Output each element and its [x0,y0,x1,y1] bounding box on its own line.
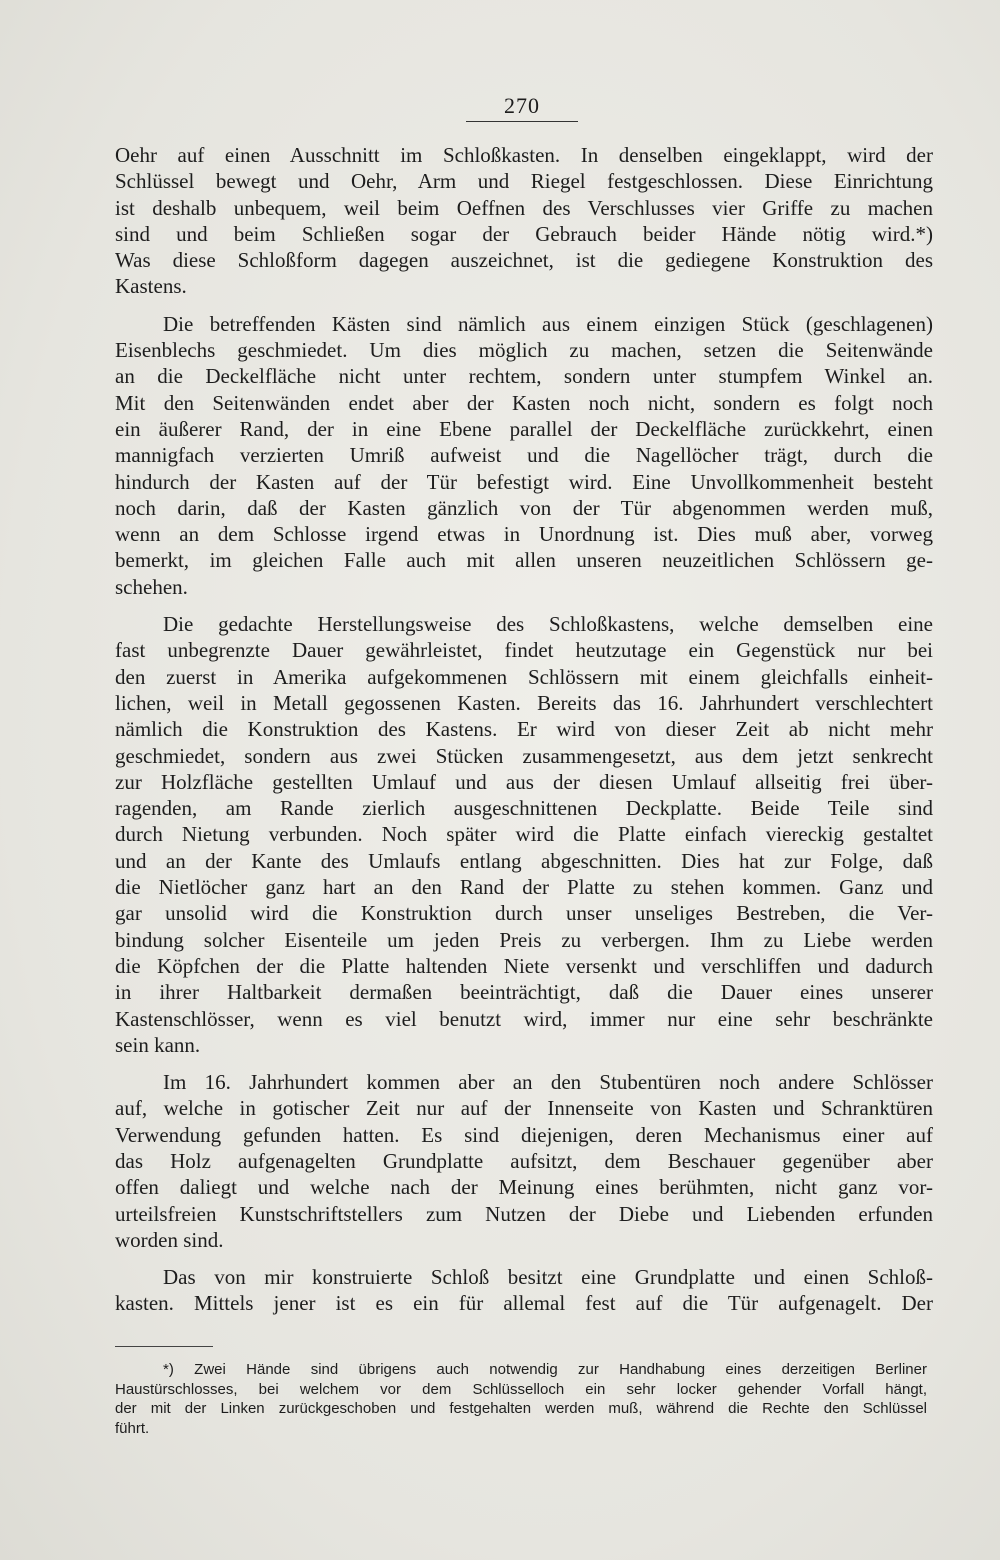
text-line: Kastens. [115,274,187,299]
text-line: sind und beim Schließen sogar der Gebrauch beider Hände nötig wird.*) [115,221,933,246]
text-line: Die betreffenden Kästen sind nämlich aus einem einzigen Stück (geschlagenen) [163,311,933,336]
text-line: Verwendung gefunden hatten. Es sind diejenigen, deren Mechanismus einer auf [115,1122,933,1147]
footnote-line: Haustürschlosses, bei welchem vor dem Schlüsselloch ein sehr locker gehender Vorfall hängt, [115,1380,927,1398]
paragraph [115,1069,933,1253]
paragraph [115,142,933,300]
page-number: 270 [466,93,578,122]
text-line: wenn an dem Schlosse irgend etwas in Unordnung ist. Dies muß aber, vorweg [115,522,933,547]
footnote [115,1360,927,1438]
text-line: in ihrer Haltbarkeit dermaßen beeinträchtigt, daß die Dauer eines unserer [115,980,933,1005]
text-line: das Holz aufgenagelten Grundplatte aufsitzt, dem Beschauer gegenüber aber [115,1148,933,1173]
text-line: Mit den Seitenwänden endet aber der Kasten noch nicht, sondern es folgt noch [115,390,933,415]
text-line: bemerkt, im gleichen Falle auch mit allen unseren neuzeitlichen Schlössern ge- [115,548,933,573]
body-text [115,142,933,1328]
footnote-line: der mit der Linken zurückgeschoben und festgehalten werden muß, während die Rechte den Schlüssel [115,1400,927,1417]
text-line: an die Deckelfläche nicht unter rechtem, sondern unter stumpfem Winkel an. [115,364,933,389]
text-line: noch darin, daß der Kasten gänzlich von der Tür abgenommen werden muß, [115,495,933,520]
text-line: zur Holzfläche gestellten Umlauf und aus der diesen Umlauf allseitig frei über- [115,769,933,794]
text-line: ein äußerer Rand, der in eine Ebene parallel der Deckelfläche zurückkehrt, einen [115,416,933,441]
text-line: ragenden, am Rande zierlich ausgeschnittenen Deckplatte. Beide Teile sind [115,796,933,821]
text-line: Oehr auf einen Ausschnitt im Schloßkasten. In denselben eingeklappt, wird der [115,143,933,167]
footnote-line: führt. [115,1419,150,1437]
text-line: urteilsfreien Kunstschriftstellers zum Nutzen der Diebe und Liebenden erfunden [115,1201,933,1226]
text-line: fast unbegrenzte Dauer gewährleistet, findet heutzutage ein Gegenstück nur bei [115,638,933,663]
text-line: geschmiedet, sondern aus zwei Stücken zusammengesetzt, aus dem jetzt senkrecht [115,743,933,768]
text-line: auf, welche in gotischer Zeit nur auf der Innenseite von Kasten und Schranktüren [115,1096,933,1121]
text-line: sein kann. [115,1032,201,1057]
text-line: hindurch der Kasten auf der Tür befestigt wird. Eine Unvollkommenheit besteht [115,469,933,494]
paragraph [115,1264,933,1317]
text-line: nämlich die Konstruktion des Kastens. Er wird von dieser Zeit ab nicht mehr [115,717,933,742]
text-line: Die gedachte Herstellungsweise des Schloßkastens, welche demselben eine [163,612,933,637]
text-line: Schlüssel bewegt und Oehr, Arm und Riegel festgeschlossen. Diese Einrichtung [115,169,933,194]
text-line: kasten. Mittels jener ist es ein für allemal fest auf die Tür aufgenagelt. Der [115,1291,933,1316]
paragraph [115,311,933,600]
text-line: die Nietlöcher ganz hart an den Rand der Platte zu stehen kommen. Ganz und [115,875,933,900]
text-line: lichen, weil in Metall gegossenen Kasten. Bereits das 16. Jahrhundert verschlechtert [115,690,933,715]
text-line: Eisenblechs geschmiedet. Um dies möglich zu machen, setzen die Seitenwände [115,338,933,363]
footnote-divider [115,1346,213,1347]
text-line: worden sind. [115,1227,224,1252]
text-line: Im 16. Jahrhundert kommen aber an den Stubentüren noch andere Schlösser [163,1070,933,1095]
text-line: durch Nietung verbunden. Noch später wird die Platte einfach viereckig gestaltet [115,822,933,847]
text-line: den zuerst in Amerika aufgekommenen Schlössern mit einem gleichfalls einheit- [115,664,933,689]
text-line: mannigfach verzierten Umriß aufweist und die Nagellöcher trägt, durch die [115,443,933,468]
text-line: gar unsolid wird die Konstruktion durch unser unseliges Bestreben, die Ver- [115,901,933,926]
text-line: Kastenschlösser, wenn es viel benutzt wird, immer nur eine sehr beschränkte [115,1006,933,1031]
text-line: und an der Kante des Umlaufs entlang abgeschnitten. Dies hat zur Folge, daß [115,848,933,873]
text-line: bindung solcher Eisenteile um jeden Preis zu verbergen. Ihm zu Liebe werden [115,927,933,952]
text-line: Was diese Schloßform dagegen auszeichnet, ist die gediegene Konstruktion des [115,248,933,273]
text-line: die Köpfchen der die Platte haltenden Niete versenkt und verschliffen und dadurch [115,953,933,978]
text-line: ist deshalb unbequem, weil beim Oeffnen des Verschlusses vier Griffe zu machen [115,195,933,220]
text-line: offen daliegt und welche nach der Meinung eines berühmten, nicht ganz vor- [115,1175,933,1200]
paragraph [115,611,933,1058]
text-line: schehen. [115,574,188,599]
footnote-line: *) Zwei Hände sind übrigens auch notwendig zur Handhabung eines derzeitigen Berliner [163,1361,927,1378]
text-line: Das von mir konstruierte Schloß besitzt eine Grundplatte und einen Schloß- [163,1265,933,1290]
